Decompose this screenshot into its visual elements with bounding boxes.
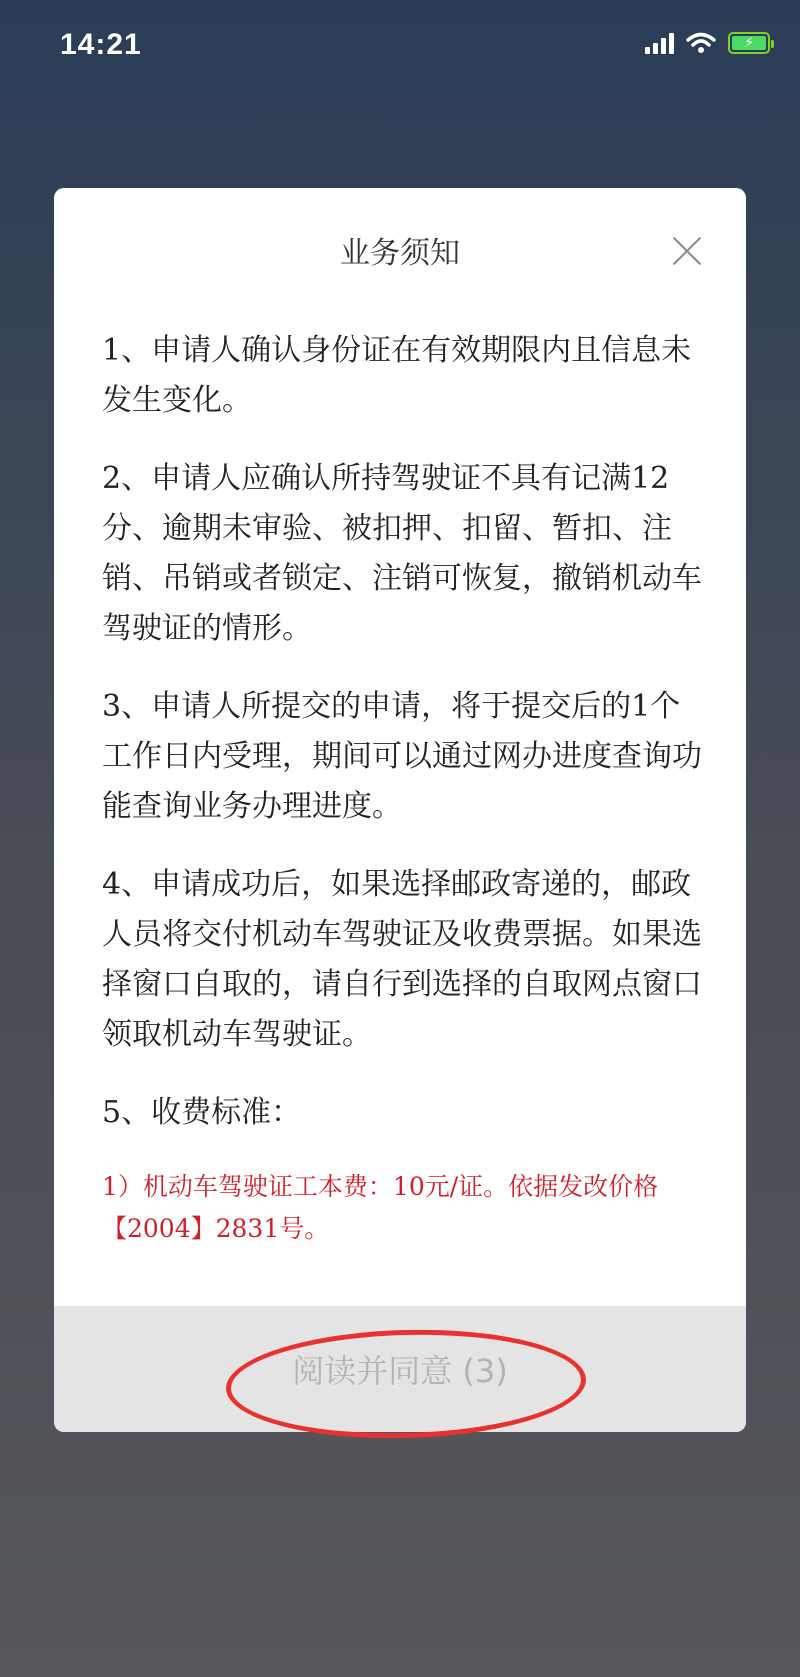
notice-item-1: 1、申请人确认身份证在有效期限内且信息未发生变化。	[102, 333, 692, 418]
signal-icon	[645, 32, 674, 54]
notice-item-3: 3、申请人所提交的申请，将于提交后的1个工作日内受理，期间可以通过网办进度查询功能查询业务办理进度。	[102, 689, 702, 824]
wifi-icon	[686, 32, 716, 54]
modal-body	[102, 326, 702, 1250]
status-time: 14:21	[60, 28, 142, 61]
notice-item-2: 2、申请人应确认所持驾驶证不具有记满12分、逾期未审验、被扣押、扣留、暂扣、注销、吊销或者锁定、注销可恢复，撤销机动车驾驶证的情形。	[102, 461, 702, 646]
close-icon[interactable]	[672, 236, 702, 266]
notice-item-4: 4、申请成功后，如果选择邮政寄递的，邮政人员将交付机动车驾驶证及收费票据。如果选择窗口自取的，请自行到选择的自取网点窗口领取机动车驾驶证。	[102, 867, 702, 1052]
modal-footer	[54, 1306, 746, 1432]
fee-note: 1）机动车驾驶证工本费：10元/证。依据发改价格 【2004】2831号。	[102, 1172, 659, 1243]
notice-modal	[54, 188, 746, 1432]
notice-item-5: 5、收费标准：	[102, 1095, 302, 1130]
status-bar	[0, 0, 800, 100]
battery-charging-icon: ⚡	[728, 32, 770, 54]
status-icons	[645, 32, 770, 54]
agree-button[interactable]: 阅读并同意 (3)	[292, 1346, 508, 1392]
modal-title: 业务须知	[340, 236, 460, 271]
